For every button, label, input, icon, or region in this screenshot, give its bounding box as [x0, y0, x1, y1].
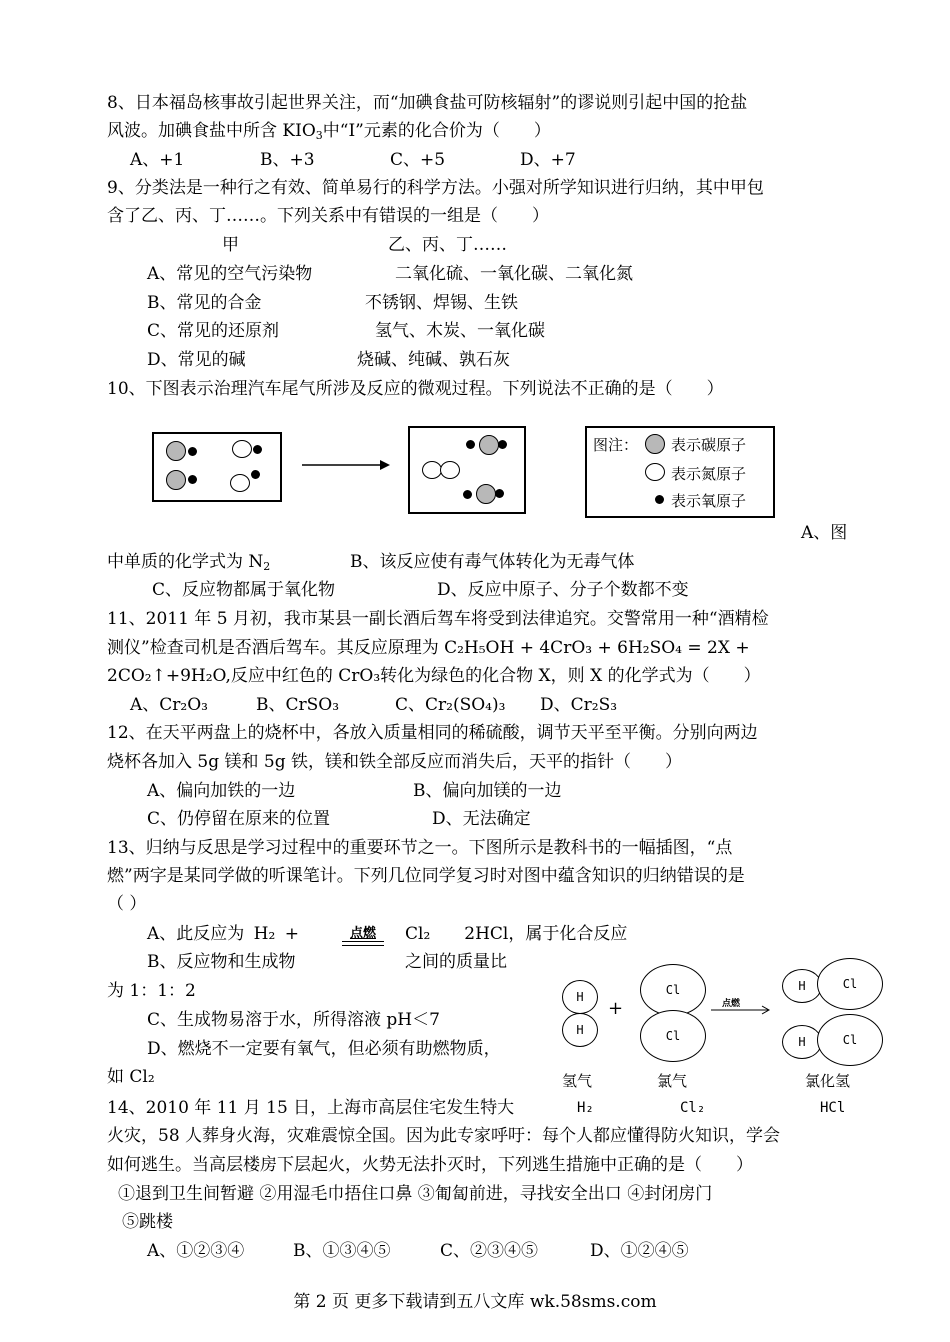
- legend-title: 图注：: [593, 436, 639, 454]
- q10-option-a-head: A、图: [801, 523, 848, 543]
- q10-option-d: D、反应中原子、分子个数都不变: [437, 580, 689, 600]
- page-footer: 第 2 页 更多下载请到五八文库 wk.58sms.com: [293, 1292, 657, 1312]
- q13-option-b-right: 之间的质量比: [405, 952, 507, 972]
- label-hydrogen-chloride: 氯化氢: [805, 1072, 851, 1090]
- q11-option-d: D、Cr₂S₃: [540, 695, 618, 715]
- q8-option-c: C、+5: [390, 150, 446, 170]
- arrow-label: 点燃: [722, 999, 741, 1009]
- oxygen-atom: [188, 447, 197, 456]
- q14-line-2: 火灾，58 人葬身火海，灾难震惊全国。因为此专家呼吁：每个人都应懂得防火知识，学会: [107, 1126, 781, 1146]
- formula-h2: H₂: [577, 1100, 594, 1116]
- chlorine-atom: Cl: [817, 1014, 883, 1066]
- q14-measures: ①退到卫生间暂避 ②用湿毛巾捂住口鼻 ③匍匐前进，寻找安全出口 ④封闭房门: [118, 1184, 713, 1204]
- q11-option-b: B、CrSO₃: [256, 695, 340, 715]
- q9-header-right: 乙、丙、丁……: [388, 235, 507, 255]
- label-hydrogen: 氢气: [562, 1072, 593, 1090]
- formula-hcl: HCl: [820, 1100, 846, 1116]
- equals-line-top: [342, 941, 384, 942]
- legend-oxygen-label: 表示氧原子: [671, 492, 747, 510]
- q13-line-2: 燃”两字是某同学做的听课笔计。下列几位同学复习时对图中蕴含知识的归纳错误的是: [107, 866, 745, 886]
- carbon-atom: [476, 484, 496, 504]
- oxygen-atom: [253, 445, 262, 454]
- q12-line-2: 烧杯各加入 5g 镁和 5g 铁，镁和铁全部反应而消失后，天平的指针（ ）: [107, 752, 683, 772]
- q9-row-d-right: 烧碱、纯碱、孰石灰: [357, 350, 510, 370]
- q9-line-1: 9、分类法是一种行之有效、简单易行的科学方法。小强对所学知识进行归纳，其中甲包: [107, 178, 764, 198]
- label-chlorine: 氯气: [657, 1072, 688, 1090]
- q9-header-left: 甲: [222, 235, 239, 255]
- legend-carbon-label: 表示碳原子: [671, 436, 747, 454]
- reaction-arrow: [710, 1004, 772, 1016]
- reactant-box: [152, 432, 282, 502]
- q9-row-c-left: C、常见的还原剂: [147, 321, 280, 341]
- q9-row-c-right: 氢气、木炭、一氧化碳: [375, 321, 545, 341]
- plus-sign: +: [608, 998, 624, 1019]
- q12-line-1: 12、在天平两盘上的烧杯中，各放入质量相同的稀硫酸，调节天平至平衡。分别向两边: [107, 723, 758, 743]
- hydrogen-atom: H: [782, 1025, 822, 1059]
- reaction-arrow: [300, 458, 392, 472]
- q14-option-c: C、②③④⑤: [440, 1241, 539, 1261]
- hydrogen-atom: H: [782, 969, 822, 1003]
- oxygen-atom: [498, 440, 507, 449]
- q10-line-1: 10、下图表示治理汽车尾气所涉及反应的微观过程。下列说法不正确的是（ ）: [107, 379, 724, 399]
- q9-row-a-right: 二氧化硫、一氧化碳、二氧化氮: [395, 264, 633, 284]
- q13-option-c: C、生成物易溶于水，所得溶液 pH＜7: [147, 1010, 440, 1030]
- carbon-atom: [166, 470, 186, 490]
- q11-option-a: A、Cr₂O₃: [130, 695, 208, 715]
- q14-option-b: B、①③④⑤: [293, 1241, 391, 1261]
- carbon-atom: [479, 435, 499, 455]
- legend-nitrogen-label: 表示氮原子: [671, 465, 747, 483]
- q14-option-d: D、①②④⑤: [590, 1241, 689, 1261]
- q14-line-1: 14、2010 年 11 月 15 日，上海市高层住宅发生特大: [107, 1098, 515, 1118]
- hydrogen-atom: H: [562, 1013, 598, 1047]
- nitrogen-atom: [440, 461, 460, 479]
- q12-option-a: A、偏向加铁的一边: [147, 781, 296, 801]
- nitrogen-atom: [230, 474, 250, 492]
- legend-box: [585, 426, 775, 518]
- q14-measure-5: ⑤跳楼: [122, 1212, 173, 1232]
- chlorine-atom: Cl: [640, 1010, 706, 1062]
- q8-line-2: 风波。加碘食盐中所含 $KIO_3$中“I”元素的化合价为（ ）: [107, 121, 551, 142]
- condition-mark: [342, 922, 384, 948]
- carbon-atom: [645, 434, 665, 454]
- q11-line-3: 2CO₂↑+9H₂O,反应中红色的 CrO₃转化为绿色的化合物 X，则 X 的化学式为（ ）: [107, 666, 761, 686]
- q8-option-b: B、+3: [260, 150, 315, 170]
- equals-line-bottom: [342, 945, 384, 946]
- q13-option-d: D、燃烧不一定要有氧气，但必须有助燃物质，: [147, 1039, 501, 1059]
- q12-option-b: B、偏向加镁的一边: [413, 781, 562, 801]
- q8-option-d: D、+7: [520, 150, 576, 170]
- q13-option-a-left: A、此反应为 H₂ +: [147, 924, 299, 944]
- oxygen-atom: [655, 495, 664, 504]
- oxygen-atom: [188, 475, 197, 484]
- oxygen-atom: [251, 470, 260, 479]
- chlorine-atom: Cl: [817, 958, 883, 1010]
- q13-line-1: 13、归纳与反思是学习过程中的重要环节之一。下图所示是教科书的一幅插图，“点: [107, 838, 733, 858]
- q11-option-c: C、Cr₂(SO₄)₃: [395, 695, 506, 715]
- q10-option-a-text: 中单质的化学式为 $N_2$: [107, 552, 271, 573]
- formula-cl2: Cl₂: [680, 1100, 706, 1116]
- q12-option-c: C、仍停留在原来的位置: [147, 809, 331, 829]
- oxygen-atom: [495, 489, 504, 498]
- q9-row-d-left: D、常见的碱: [147, 350, 246, 370]
- q11-line-1: 11、2011 年 5 月初，我市某县一副长酒后驾车将受到法律追究。交警常用一种“酒精检: [107, 609, 769, 629]
- nitrogen-atom: [422, 461, 442, 479]
- q13-option-d-continued: 如 Cl₂: [107, 1067, 155, 1087]
- q13-option-b-left: B、反应物和生成物: [147, 952, 296, 972]
- q10-option-b: B、该反应使有毒气体转化为无毒气体: [350, 552, 635, 572]
- q13-option-b-continued: 为 1：1：2: [107, 981, 196, 1001]
- q8-option-a: A、+1: [130, 150, 185, 170]
- q14-option-a: A、①②③④: [147, 1241, 245, 1261]
- q8-line-1: 8、日本福岛核事故引起世界关注，而“加碘食盐可防核辐射”的谬说则引起中国的抢盐: [107, 93, 748, 113]
- q9-row-b-left: B、常见的合金: [147, 293, 262, 313]
- q9-row-b-right: 不锈钢、焊锡、生铁: [365, 293, 518, 313]
- q10-option-c: C、反应物都属于氧化物: [152, 580, 336, 600]
- oxygen-atom: [463, 490, 472, 499]
- nitrogen-atom: [232, 440, 252, 458]
- q13-option-a-right: Cl₂ 2HCl，属于化合反应: [405, 924, 628, 944]
- q14-line-3: 如何逃生。当高层楼房下层起火，火势无法扑灭时，下列逃生措施中正确的是（ ）: [107, 1155, 753, 1175]
- hydrogen-atom: H: [562, 980, 598, 1014]
- q11-line-2: 测仪”检查司机是否酒后驾车。其反应原理为 C₂H₅OH + 4CrO₃ + 6H₂SO₄ = 2X +: [107, 638, 750, 658]
- carbon-atom: [166, 441, 186, 461]
- q12-option-d: D、无法确定: [432, 809, 531, 829]
- q9-row-a-left: A、常见的空气污染物: [147, 264, 313, 284]
- oxygen-atom: [466, 440, 475, 449]
- q13-line-3: （ ）: [107, 894, 147, 914]
- q9-line-2: 含了乙、丙、丁……。下列关系中有错误的一组是（ ）: [107, 206, 549, 226]
- chlorine-atom: Cl: [640, 964, 706, 1016]
- product-box: [408, 426, 526, 514]
- nitrogen-atom: [645, 463, 665, 481]
- condition-label: 点燃: [349, 926, 376, 941]
